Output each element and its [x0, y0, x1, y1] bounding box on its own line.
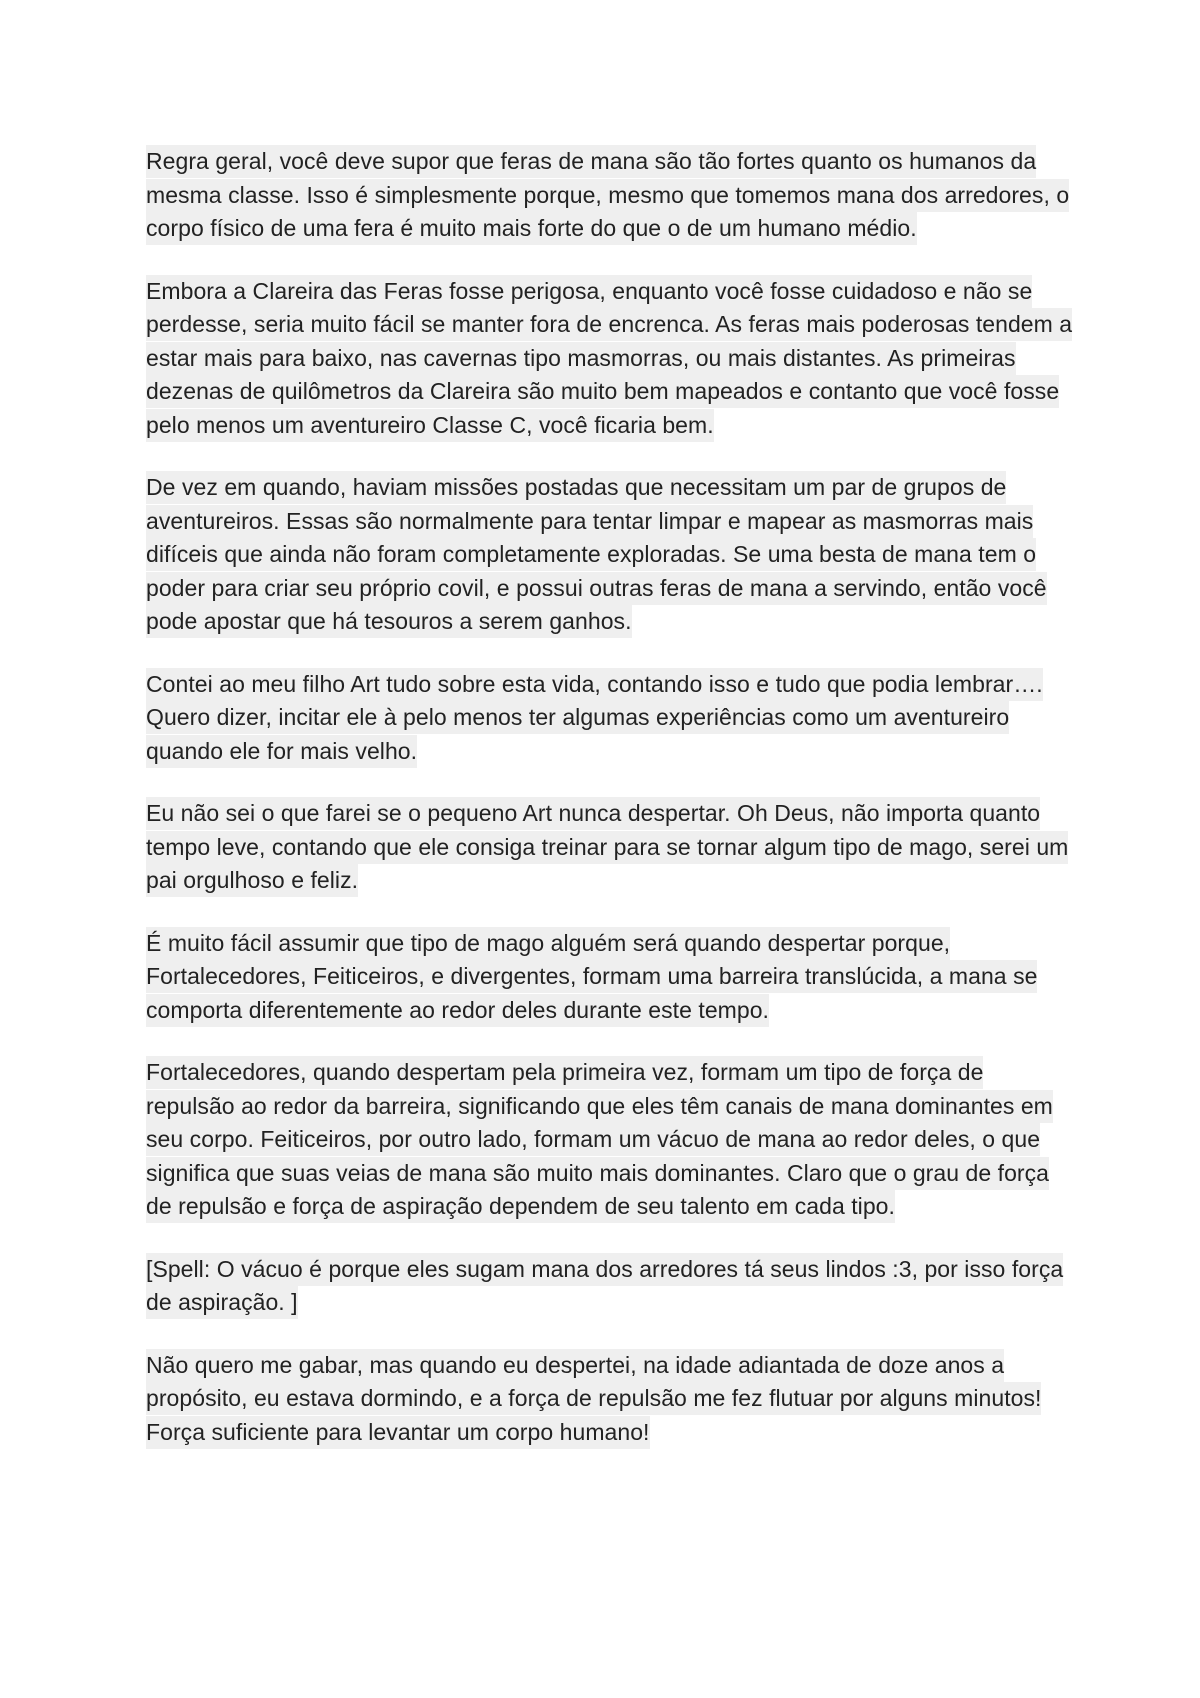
paragraph-text: Não quero me gabar, mas quando eu despertei, na idade adiantada de doze anos a propósito, eu estava dormindo, e a força de repulsão me fez flutuar por alguns minutos! Força suficiente para levantar um corpo humano!	[146, 1349, 1041, 1449]
paragraph-5	[146, 797, 1076, 898]
paragraph-text: De vez em quando, haviam missões postadas que necessitam um par de grupos de aventureiros. Essas são normalmente para tentar limpar e mapear as masmorras mais difíceis que ainda não foram completamente exploradas. Se uma besta de mana tem o poder para criar seu próprio covil, e possui outras feras de mana a servindo, então você pode apostar que há tesouros a serem ganhos.	[146, 471, 1047, 638]
paragraph-text: Fortalecedores, quando despertam pela primeira vez, formam um tipo de força de repulsão ao redor da barreira, significando que eles têm canais de mana dominantes em seu corpo. Feiticeiros, por outro lado, formam um vácuo de mana ao redor deles, o que significa que suas veias de mana são muito mais dominantes. Claro que o grau de força de repulsão e força de aspiração dependem de seu talento em cada tipo.	[146, 1056, 1053, 1223]
paragraph-3	[146, 471, 1076, 639]
paragraph-6	[146, 927, 1076, 1028]
paragraph-text: Eu não sei o que farei se o pequeno Art nunca despertar. Oh Deus, não importa quanto tempo leve, contando que ele consiga treinar para se tornar algum tipo de mago, serei um pai orgulhoso e feliz.	[146, 797, 1068, 897]
document-body	[146, 145, 1076, 1478]
paragraph-9	[146, 1349, 1076, 1450]
paragraph-4	[146, 668, 1076, 769]
paragraph-text: É muito fácil assumir que tipo de mago alguém será quando despertar porque, Fortalecedores, Feiticeiros, e divergentes, formam uma barreira translúcida, a mana se comporta diferentemente ao redor deles durante este tempo.	[146, 927, 1037, 1027]
paragraph-text: Regra geral, você deve supor que feras de mana são tão fortes quanto os humanos da mesma classe. Isso é simplesmente porque, mesmo que tomemos mana dos arredores, o corpo físico de uma fera é muito mais forte do que o de um humano médio.	[146, 145, 1069, 245]
paragraph-2	[146, 275, 1076, 443]
paragraph-8-translator-note	[146, 1253, 1076, 1320]
paragraph-text: [Spell: O vácuo é porque eles sugam mana dos arredores tá seus lindos :3, por isso força de aspiração. ]	[146, 1253, 1063, 1320]
paragraph-1	[146, 145, 1076, 246]
paragraph-text: Contei ao meu filho Art tudo sobre esta vida, contando isso e tudo que podia lembrar…. Quero dizer, incitar ele à pelo menos ter algumas experiências como um aventureiro quando ele for mais velho.	[146, 668, 1043, 768]
paragraph-7	[146, 1056, 1076, 1224]
paragraph-text: Embora a Clareira das Feras fosse perigosa, enquanto você fosse cuidadoso e não se perdesse, seria muito fácil se manter fora de encrenca. As feras mais poderosas tendem a estar mais para baixo, nas cavernas tipo masmorras, ou mais distantes. As primeiras dezenas de quilômetros da Clareira são muito bem mapeados e contanto que você fosse pelo menos um aventureiro Classe C, você ficaria bem.	[146, 275, 1072, 442]
